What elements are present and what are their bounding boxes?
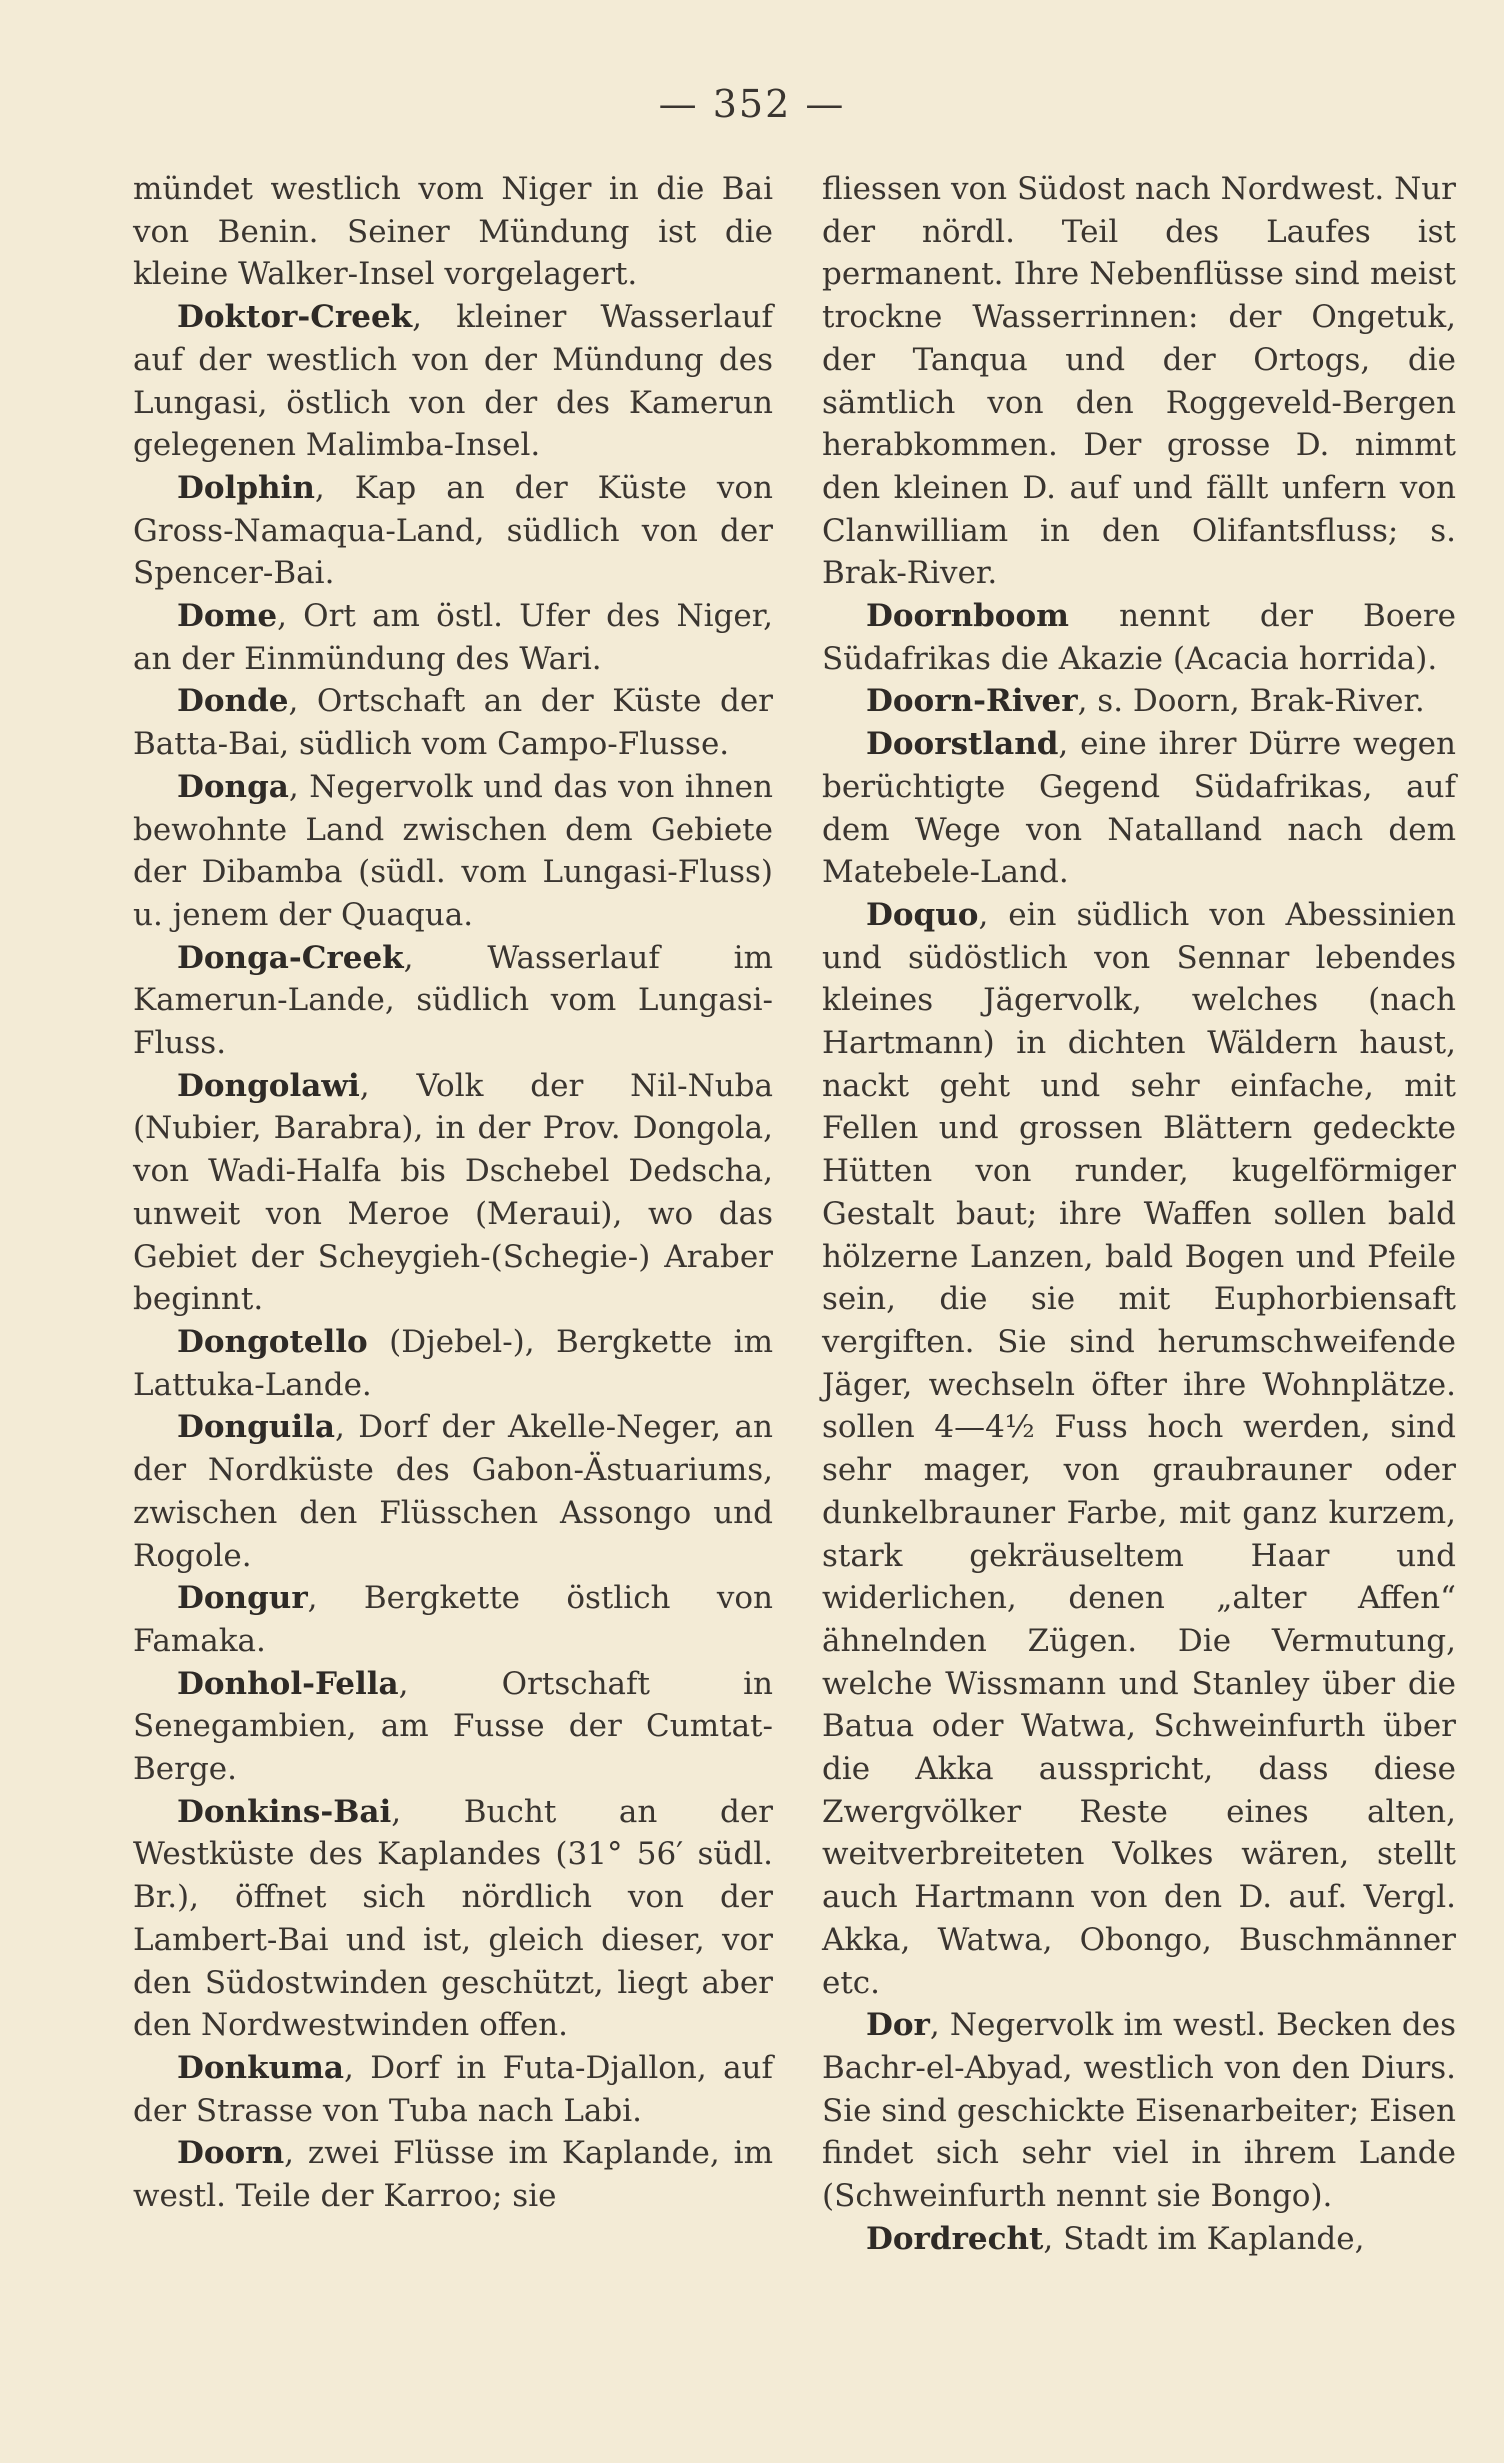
entry-text: , Volk der Nil-Nuba (Nubier, Barabra), in der Prov. Dongola, von Wadi-Halfa bis Dschebel Dedscha, unweit von Meroe (Meraui), wo das Gebiet der Scheygieh-(Schegie-) Araber beginnt. [133,1067,773,1318]
right-column [822,168,1456,2260]
dictionary-entry [133,766,773,937]
entry-term: Dongur [177,1580,308,1617]
entry-text: , Negervolk und das von ihnen bewohnte Land zwischen dem Gebiete der Dibamba (südl. vom Lungasi-Fluss) u. jenem der Quaqua. [133,768,773,933]
dictionary-entry [822,894,1456,2004]
dictionary-entry [133,2047,773,2132]
entry-term: Donguila [177,1409,335,1446]
entry-text: , Wasserlauf im Kamerun-Lande, südlich vom Lungasi-Fluss. [133,939,773,1062]
dictionary-entry [133,595,773,680]
entry-term: Donkuma [177,2049,345,2086]
entry-term: Dongolawi [177,1067,360,1104]
entry-term: Dolphin [177,469,315,506]
entry-text: , Kap an der Küste von Gross-Namaqua-Land, südlich von der Spencer-Bai. [133,469,773,592]
entry-term: Dor [866,2007,930,2044]
dictionary-entry [133,296,773,467]
dictionary-entry [822,2004,1456,2218]
dictionary-entry [822,595,1456,680]
entry-text: , Ort am östl. Ufer des Niger, an der Einmündung des Wari. [133,598,773,677]
dictionary-entry [133,467,773,595]
dictionary-entry [133,1321,773,1406]
page-number: — 352 — [658,82,846,126]
entry-text: , kleiner Wasserlauf auf der westlich von der Mündung des Lungasi, östlich von der des Kamerun gelegenen Malimba-Insel. [133,299,773,464]
entry-text: , Bergkette östlich von Famaka. [133,1580,773,1659]
entry-text: , ein südlich von Abessinien und südöstlich von Sennar lebendes kleines Jägervolk, welches (nach Hartmann) in dichten Wäldern haust, nackt geht und sehr einfache, mit Fellen und grossen Blättern gedeckte Hütten von runder, kugelförmiger Gestalt baut; ihre Waffen sollen bald hölzerne Lanzen, bald Bogen und Pfeile sein, die sie mit Euphorbiensaft vergiften. Sie sind herumschweifende Jäger, wechseln öfter ihre Wohnplätze. sollen 4—4½ Fuss hoch werden, sind sehr mager, von graubrauner oder dunkelbrauner Farbe, mit ganz kurzem, stark gekräuseltem Haar und widerlichen, denen „alter Affen“ ähnelnden Zügen. Die Vermutung, welche Wissmann und Stanley über die Batua oder Watwa, Schweinfurth über die Akka ausspricht, dass diese Zwergvölker Reste eines alten, weitverbreiteten Volkes wären, stellt auch Hartmann von den D. auf. Vergl. Akka, Watwa, Obongo, Buschmänner etc. [822,896,1456,2001]
dictionary-entry [133,937,773,1065]
entry-term: Doorn [177,2135,285,2172]
entry-text: , Ortschaft an der Küste der Batta-Bai, südlich vom Campo-Flusse. [133,683,773,763]
entry-term: Donkins-Bai [177,1793,392,1830]
entry-term: Donhol-Fella [177,1665,399,1702]
entry-text: nennt der Boere Südafrikas die Akazie (Acacia horrida). [822,598,1456,677]
entry-text: , Stadt im Kaplande, [1043,2220,1365,2257]
dictionary-entry [822,680,1456,723]
left-column [133,168,773,2218]
dictionary-entry [822,168,1456,595]
dictionary-entry [133,1577,773,1662]
dictionary-entry [133,168,773,296]
dictionary-entry [133,1065,773,1321]
entry-term: Doktor-Creek [177,299,413,336]
dictionary-entry [822,2218,1456,2261]
dictionary-entry [133,1791,773,2047]
entry-term: Doorn-River [866,683,1078,720]
entry-text: fliessen von Südost nach Nordwest. Nur der nördl. Teil des Laufes ist permanent. Ihre Nebenflüsse sind meist trockne Wasserrinnen: der Ongetuk, der Tanqua und der Ortogs, die sämtlich von den Roggeveld-Bergen herabkommen. Der grosse D. nimmt den kleinen D. auf und fällt unfern von Clanwilliam in den Olifantsfluss; s. Brak-River. [822,171,1456,592]
entry-text: , Negervolk im westl. Becken des Bachr-el-Abyad, westlich von den Diurs. Sie sind geschickte Eisenarbeiter; Eisen findet sich sehr viel in ihrem Lande (Schweinfurth nennt sie Bongo). [822,2007,1456,2215]
entry-term: Donga [177,768,289,805]
entry-term: Donga-Creek [177,939,404,976]
dictionary-entry [822,723,1456,894]
entry-text: mündet westlich vom Niger in die Bai von Benin. Seiner Mündung ist die kleine Walker-Insel vorgelagert. [133,171,773,293]
entry-text: , Bucht an der Westküste des Kaplandes (31° 56′ südl. Br.), öffnet sich nördlich von der Lambert-Bai und ist, gleich dieser, vor den Südostwinden geschützt, liegt aber den Nordwestwinden offen. [133,1793,773,2044]
entry-text: (Djebel-), Bergkette im Lattuka-Lande. [133,1323,773,1403]
entry-text: , Dorf der Akelle-Neger, an der Nordküste des Gabon-Ästuariums, zwischen den Flüsschen Assongo und Rogole. [133,1409,773,1574]
entry-term: Dongotello [177,1323,368,1360]
entry-term: Doorstland [866,726,1059,763]
entry-term: Donde [177,683,289,720]
dictionary-entry [133,1406,773,1577]
entry-text: , s. Doorn, Brak-River. [1077,683,1425,720]
entry-text: , Ortschaft in Senegambien, am Fusse der Cumtat-Berge. [133,1665,773,1788]
entry-term: Doquo [866,896,979,933]
dictionary-entry [133,1663,773,1791]
entry-text: , Dorf in Futa-Djallon, auf der Strasse von Tuba nach Labi. [133,2049,773,2129]
entry-text: , zwei Flüsse im Kaplande, im westl. Teile der Karroo; sie [133,2135,773,2215]
entry-term: Dordrecht [866,2220,1044,2257]
entry-term: Doornboom [866,598,1069,635]
entry-term: Dome [177,598,278,635]
entry-text: , eine ihrer Dürre wegen berüchtigte Gegend Südafrikas, auf dem Wege von Natalland nach dem Matebele-Land. [822,726,1456,891]
dictionary-entry [133,2132,773,2217]
dictionary-entry [133,680,773,765]
